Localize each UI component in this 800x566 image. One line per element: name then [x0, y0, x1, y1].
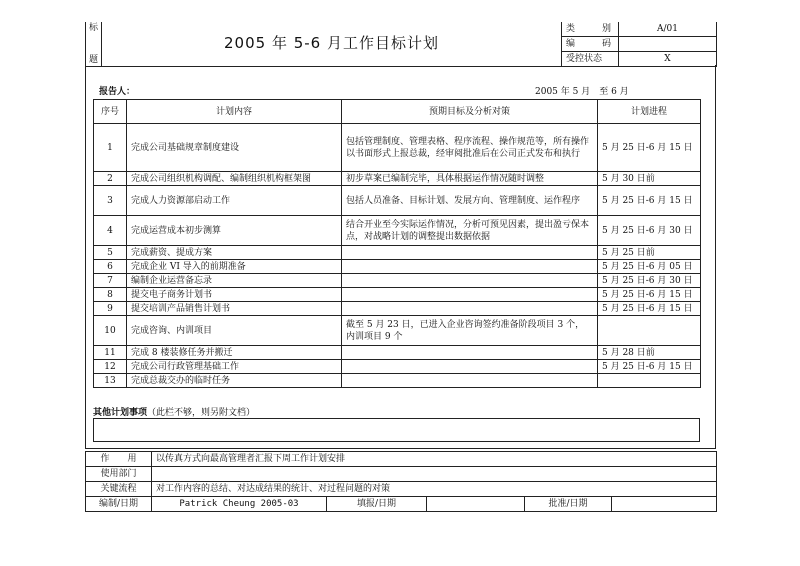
row-goal [342, 260, 598, 274]
row-no: 12 [94, 360, 127, 374]
row-no: 13 [94, 374, 127, 388]
dept-label: 使用部门 [86, 467, 152, 482]
row-no: 6 [94, 260, 127, 274]
table-row [94, 172, 701, 186]
page-title-cell [102, 22, 562, 67]
row-goal [342, 360, 598, 374]
row-goal: 初步草案已编制完毕，具体根据运作情况随时调整 [342, 172, 598, 186]
row-content: 完成运营成本初步测算 [127, 216, 342, 246]
row-schedule: 5 月 25 日前 [598, 246, 701, 260]
table-row [94, 186, 701, 216]
table-row [94, 346, 701, 360]
row-content: 完成企业 VI 导入的前期准备 [127, 260, 342, 274]
meta-value-category: A/01 [619, 22, 717, 37]
row-schedule: 5 月 25 日-6 月 15 日 [598, 186, 701, 216]
header-table [85, 22, 717, 67]
flow-label: 关键流程 [86, 482, 152, 497]
row-schedule [598, 316, 701, 346]
purpose-label: 作 用 [86, 452, 152, 467]
table-row [94, 124, 701, 172]
row-content: 完成人力资源部启动工作 [127, 186, 342, 216]
row-content: 提交电子商务计划书 [127, 288, 342, 302]
row-content: 完成薪资、提成方案 [127, 246, 342, 260]
row-goal: 包括人员准备、目标计划、发展方向、管理制度、运作程序 [342, 186, 598, 216]
row-goal [342, 246, 598, 260]
row-content: 提交培训产品销售计划书 [127, 302, 342, 316]
row-goal [342, 346, 598, 360]
row-content: 编制企业运营备忘录 [127, 274, 342, 288]
edit-date-label: 编制/日期 [86, 497, 152, 512]
fill-date-value [427, 497, 525, 512]
row-no: 2 [94, 172, 127, 186]
col-header-schedule: 计划进程 [598, 100, 701, 124]
approve-date-label: 批准/日期 [525, 497, 612, 512]
row-content: 完成公司基础规章制度建设 [127, 124, 342, 172]
row-schedule: 5 月 25 日-6 月 05 日 [598, 260, 701, 274]
other-items-label: 其他计划事项 [93, 408, 148, 418]
row-content: 完成 8 楼装修任务并搬迁 [127, 346, 342, 360]
row-schedule: 5 月 28 日前 [598, 346, 701, 360]
row-no: 10 [94, 316, 127, 346]
title-label-1: 标 [88, 23, 98, 33]
edit-date-value: Patrick Cheung 2005-03 [152, 497, 327, 512]
row-content: 完成总裁交办的临时任务 [127, 374, 342, 388]
row-schedule: 5 月 25 日-6 月 15 日 [598, 124, 701, 172]
plan-table [93, 99, 701, 388]
row-content: 完成公司组织机构调配、编制组织机构框架图 [127, 172, 342, 186]
reporter-label: 报告人： [99, 87, 136, 97]
row-goal: 截至 5 月 23 日，已进入企业咨询签约准备阶段项目 3 个，内训项目 9 个 [342, 316, 598, 346]
table-row [94, 288, 701, 302]
row-goal [342, 274, 598, 288]
row-content: 完成咨询、内训项目 [127, 316, 342, 346]
row-goal: 包括管理制度、管理表格、程序流程、操作规范等，所有操作以书面形式上报总裁，经审阅批准后在公司正式发布和执行 [342, 124, 598, 172]
row-goal [342, 288, 598, 302]
table-row [94, 360, 701, 374]
other-items-box [93, 418, 700, 442]
row-no: 7 [94, 274, 127, 288]
flow-value: 对工作内容的总结、对达成结果的统计、对过程问题的对策 [152, 482, 717, 497]
table-row [94, 274, 701, 288]
footer-table [85, 451, 717, 512]
row-schedule: 5 月 25 日-6 月 15 日 [598, 360, 701, 374]
row-no: 9 [94, 302, 127, 316]
meta-value-status: X [619, 52, 717, 67]
meta-value-code [619, 37, 717, 52]
meta-label-code: 编 码 [562, 37, 619, 52]
row-no: 11 [94, 346, 127, 360]
other-items-note: （此栏不够，则另附文档） [147, 408, 256, 418]
row-no: 1 [94, 124, 127, 172]
title-label-2: 题 [88, 55, 98, 65]
row-schedule: 5 月 25 日-6 月 30 日 [598, 274, 701, 288]
col-header-content: 计划内容 [127, 100, 342, 124]
row-no: 8 [94, 288, 127, 302]
table-row [94, 246, 701, 260]
row-schedule: 5 月 25 日-6 月 30 日 [598, 216, 701, 246]
col-header-no: 序号 [94, 100, 127, 124]
row-goal [342, 374, 598, 388]
meta-label-category: 类 别 [562, 22, 619, 37]
purpose-value: 以传真方式向最高管理者汇报下周工作计划安排 [152, 452, 717, 467]
row-schedule: 5 月 30 日前 [598, 172, 701, 186]
dept-value [152, 467, 717, 482]
row-no: 4 [94, 216, 127, 246]
col-header-goal: 预期目标及分析对策 [342, 100, 598, 124]
report-period: 2005 年 5 月 至 6 月 [535, 87, 629, 97]
row-content: 完成公司行政管理基础工作 [127, 360, 342, 374]
other-items-heading [93, 405, 255, 418]
table-row [94, 216, 701, 246]
row-goal [342, 302, 598, 316]
page-title: 2005 年 5-6 月工作目标计划 [224, 33, 439, 52]
fill-date-label: 填报/日期 [327, 497, 427, 512]
approve-date-value [612, 497, 717, 512]
row-schedule [598, 374, 701, 388]
title-label-cell [86, 22, 102, 67]
table-row [94, 260, 701, 274]
row-goal: 结合开业至今实际运作情况，分析可预见因素，提出盈亏保本点，对战略计划的调整提出数据依据 [342, 216, 598, 246]
row-no: 5 [94, 246, 127, 260]
row-no: 3 [94, 186, 127, 216]
row-schedule: 5 月 25 日-6 月 15 日 [598, 288, 701, 302]
table-row [94, 374, 701, 388]
meta-label-status: 受控状态 [562, 52, 619, 67]
row-schedule: 5 月 25 日-6 月 15 日 [598, 302, 701, 316]
table-row [94, 316, 701, 346]
table-row [94, 302, 701, 316]
